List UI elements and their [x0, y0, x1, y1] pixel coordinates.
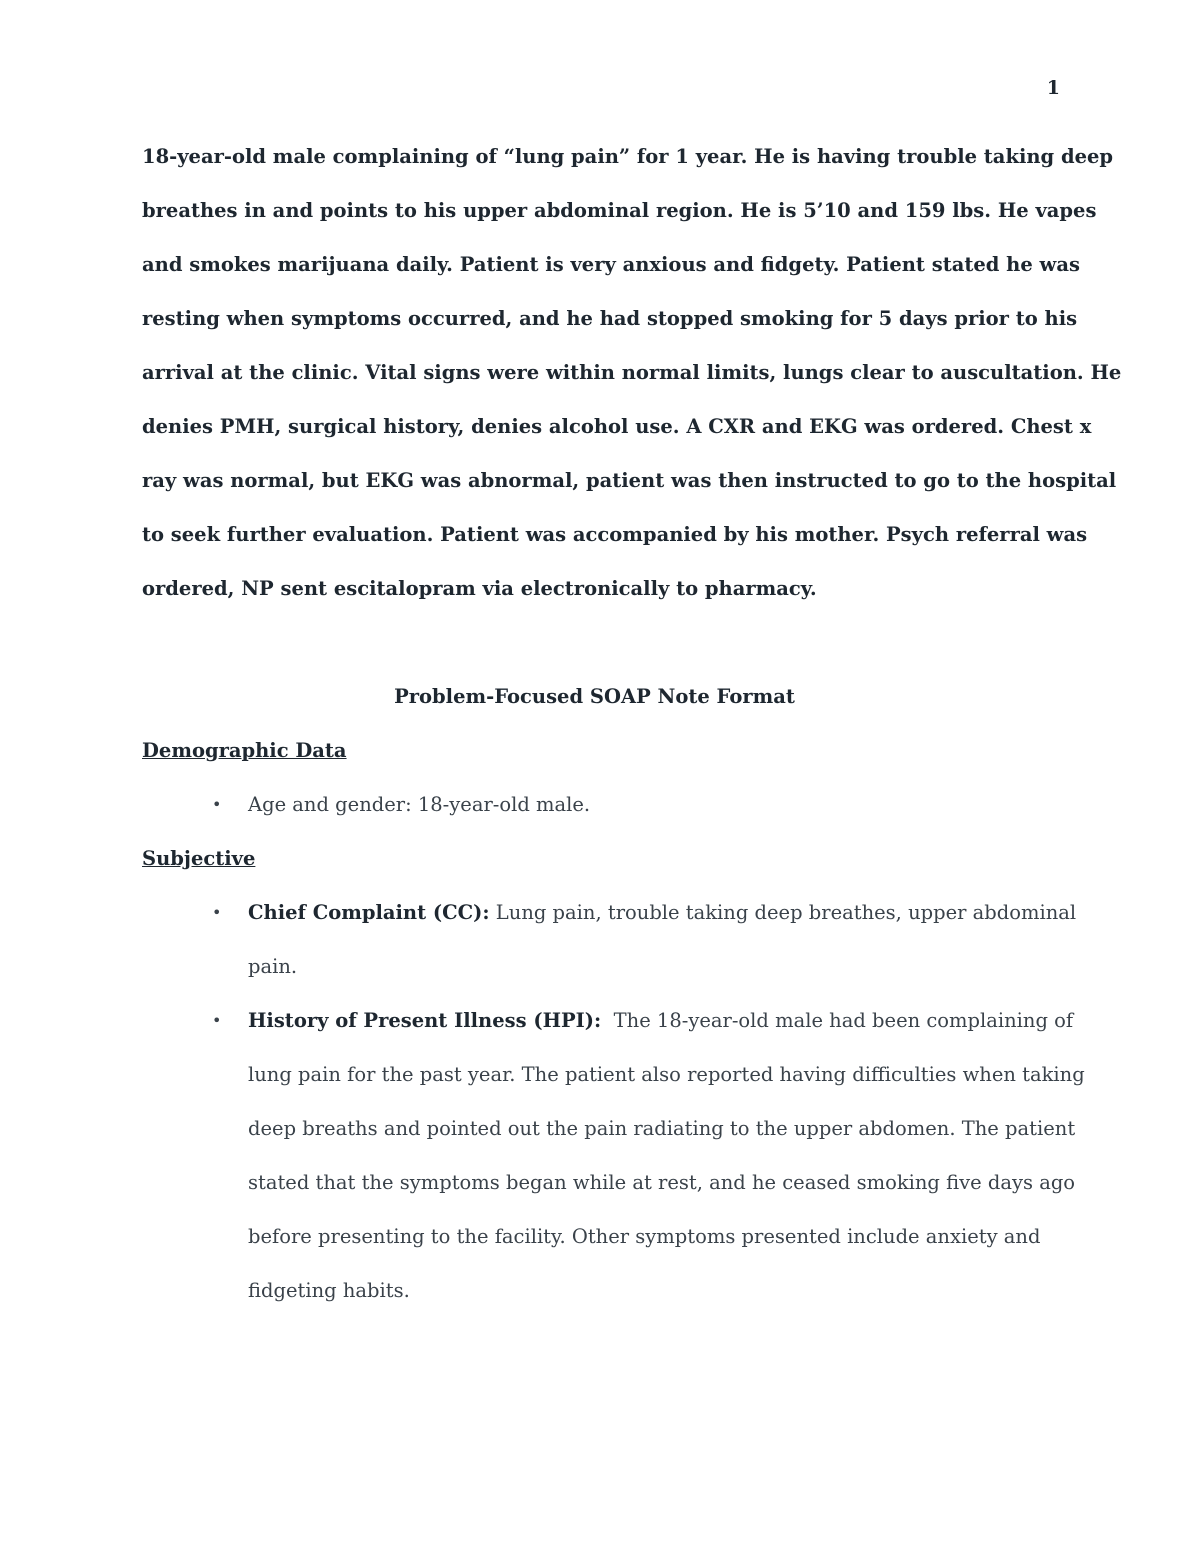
bullet-icon: • [212, 903, 222, 922]
cc-line: pain. [248, 955, 298, 978]
hpi-line: lung pain for the past year. The patient also reported having difficulties when taking [248, 1063, 1085, 1086]
case-line: arrival at the clinic. Vital signs were within normal limits, lungs clear to auscultation. He [142, 361, 1122, 384]
bullet-icon: • [212, 1011, 222, 1030]
hpi-text: The 18-year-old male had been complaining of [601, 1009, 1074, 1032]
case-line: resting when symptoms occurred, and he had stopped smoking for 5 days prior to his [142, 307, 1078, 330]
subjective-heading: Subjective [142, 847, 256, 870]
cc-label: Chief Complaint (CC): [248, 901, 490, 924]
case-line: denies PMH, surgical history, denies alcohol use. A CXR and EKG was ordered. Chest x [142, 415, 1092, 438]
list-item-chief-complaint [142, 886, 1077, 994]
hpi-line: deep breaths and pointed out the pain radiating to the upper abdomen. The patient [248, 1117, 1076, 1140]
case-line: ray was normal, but EKG was abnormal, patient was then instructed to go to the hospital [142, 469, 1117, 492]
case-line: 18-year-old male complaining of “lung pain” for 1 year. He is having trouble taking deep [142, 145, 1114, 168]
case-line: ordered, NP sent escitalopram via electronically to pharmacy. [142, 577, 817, 600]
case-line: and smokes marijuana daily. Patient is very anxious and fidgety. Patient stated he was [142, 253, 1080, 276]
hpi-label: History of Present Illness (HPI): [248, 1009, 602, 1032]
document-body [142, 130, 1122, 1318]
hpi-line: stated that the symptoms began while at rest, and he ceased smoking five days ago [248, 1171, 1076, 1194]
bullet-icon: • [212, 795, 222, 814]
hpi-line: fidgeting habits. [248, 1279, 410, 1302]
cc-line [142, 886, 1077, 940]
document-title: Problem-Focused SOAP Note Format [394, 685, 795, 708]
case-line: breathes in and points to his upper abdominal region. He is 5’10 and 159 lbs. He vapes [142, 199, 1097, 222]
age-gender-text: Age and gender: 18-year-old male. [248, 793, 591, 816]
page-number: 1 [1046, 77, 1060, 99]
hpi-line [142, 994, 1074, 1048]
demographic-heading: Demographic Data [142, 739, 347, 762]
list-item-age-gender [142, 778, 1047, 832]
cc-text: Lung pain, trouble taking deep breathes, upper abdominal [489, 901, 1077, 924]
hpi-line: before presenting to the facility. Other symptoms presented include anxiety and [248, 1225, 1041, 1248]
blank-line [142, 616, 1047, 670]
list-item-hpi [142, 994, 1085, 1318]
case-line: to seek further evaluation. Patient was accompanied by his mother. Psych referral was [142, 523, 1088, 546]
case-paragraph [142, 130, 1122, 616]
